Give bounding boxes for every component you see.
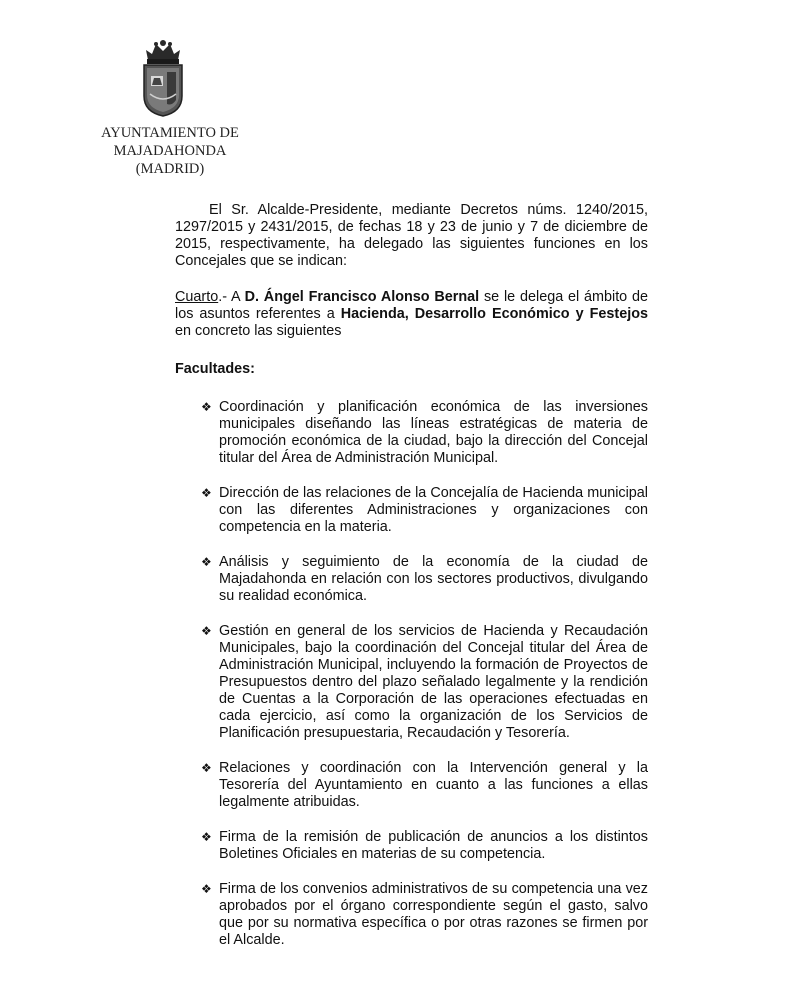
diamond-bullet-icon: ❖ [201,830,212,844]
org-line: MAJADAHONDA [113,143,227,159]
area-name: Hacienda, Desarrollo Económico y Festejos [340,306,649,322]
diamond-bullet-icon: ❖ [201,761,212,775]
section-text-1: se le delega el ámbito de los asuntos referentes a [175,289,648,322]
org-line: (MADRID) [135,161,205,177]
coat-of-arms-icon [138,38,188,118]
list-item [201,554,648,605]
councillor-name: D. Ángel Francisco Alonso Bernal [244,289,480,305]
org-line: AYUNTAMIENTO DE [101,125,239,141]
list-item [201,623,648,742]
delegation-paragraph [175,289,648,340]
list-item [201,399,648,467]
facultad-text: Dirección de las relaciones de la Concejalía de Hacienda municipal con las diferentes Administraciones y organizaciones con competencia en la materia. [219,485,648,535]
facultad-text: Gestión en general de los servicios de Hacienda y Recaudación Municipales, bajo la coordinación del Concejal titular del Área de Administración Municipal, incluyendo la formación de Proyectos de Presupuestos dentro del plazo señalado legalmente y la rendición de Cuentas a la Corporación de las operaciones efectuadas en cada ejercicio, así como la organización de los Servicios de Planificación presupuestaria, Recaudación y Tesorería. [219,623,648,741]
intro-paragraph: El Sr. Alcalde-Presidente, mediante Decretos núms. 1240/2015, 1297/2015 y 2431/2015, de fechas 18 y 23 de junio y 7 de diciembre de 2015, respectivamente, ha delegado las siguientes funciones en los Concejales que se indican: [175,202,648,269]
facultad-text: Firma de los convenios administrativos de su competencia una vez aprobados por el órgano correspondiente según el gasto, salvo que por su normativa específica o por otras razones se firmen por el Alcalde. [219,881,648,948]
facultades-heading: Facultades: [175,361,255,377]
facultad-text: Firma de la remisión de publicación de anuncios a los distintos Boletines Oficiales en materias de su competencia. [219,829,648,862]
section-separator: .- A [218,289,245,305]
section-label: Cuarto [175,289,219,305]
list-item [201,485,648,536]
list-item [201,760,648,811]
facultad-text: Análisis y seguimiento de la economía de la ciudad de Majadahonda en relación con los sectores productivos, divulgando su realidad económica. [219,554,648,604]
diamond-bullet-icon: ❖ [201,624,212,638]
facultades-list [175,399,648,949]
facultad-text: Coordinación y planificación económica de las inversiones municipales diseñando las líneas estratégicas de materia de promoción económica de la ciudad, bajo la dirección del Concejal titular del Área de Administración Municipal. [219,399,648,466]
diamond-bullet-icon: ❖ [201,486,212,500]
document-body [175,202,648,967]
organization-name [98,124,242,178]
section-text-2: en concreto las siguientes [175,323,342,339]
diamond-bullet-icon: ❖ [201,400,212,414]
list-item [201,829,648,863]
facultad-text: Relaciones y coordinación con la Intervención general y la Tesorería del Ayuntamiento en cuanto a las funciones a ellas legalmente atribuidas. [219,760,648,810]
list-item [201,881,648,949]
diamond-bullet-icon: ❖ [201,555,212,569]
diamond-bullet-icon: ❖ [201,882,212,896]
